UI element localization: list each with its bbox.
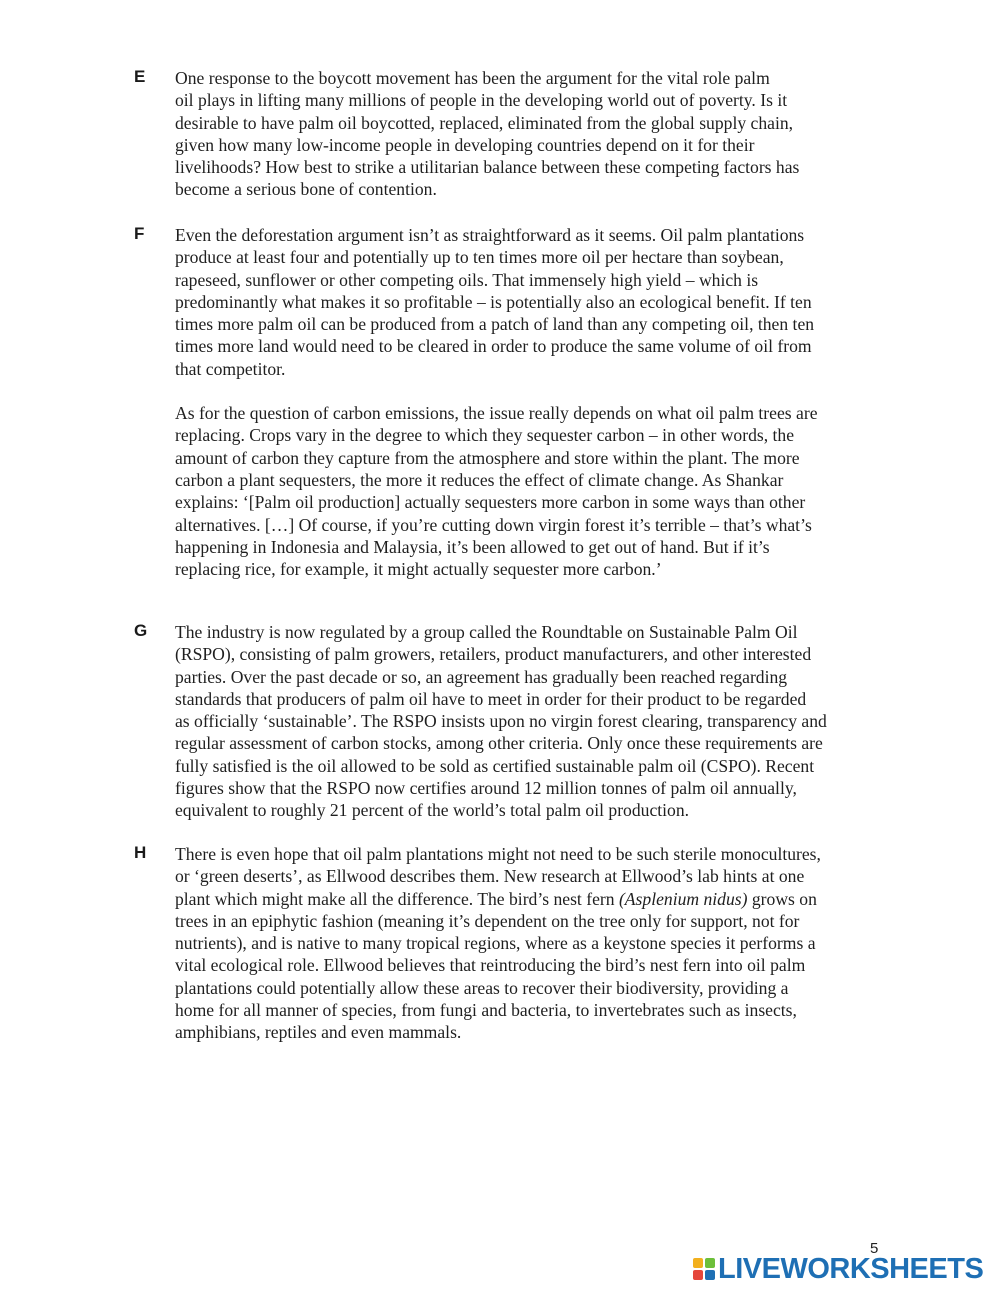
logo-wordmark: LIVEWORKSHEETS: [718, 1253, 984, 1285]
paragraph: [175, 402, 874, 580]
text-line: trees in an epiphytic fashion (meaning it’s dependent on the tree only for support, not for: [175, 910, 800, 931]
text-line: There is even hope that oil palm plantations might not need to be such sterile monocultures,: [175, 844, 821, 864]
section-letter: F: [134, 224, 145, 243]
text-line: desirable to have palm oil boycotted, replaced, eliminated from the global supply chain,: [175, 112, 794, 133]
text-line: regular assessment of carbon stocks, among other criteria. Only once these requirements are: [175, 733, 823, 754]
section-body: [175, 621, 874, 822]
text-line: produce at least four and potentially up to ten times more oil per hectare than soybean,: [175, 247, 784, 268]
text-line: oil plays in lifting many millions of people in the developing world out of poverty. Is it: [175, 90, 788, 111]
text-line: times more palm oil can be produced from a patch of land than any competing oil, then ten: [175, 314, 815, 335]
text-line: happening in Indonesia and Malaysia, it’s been allowed to get out of hand. But if it’s: [175, 536, 770, 557]
text-line: plantations could potentially allow these areas to recover their biodiversity, providing a: [175, 977, 789, 998]
section-letter: E: [134, 67, 146, 86]
section-h: [134, 843, 874, 1044]
text-line: livelihoods? How best to strike a utilitarian balance between these competing factors has: [175, 157, 800, 178]
text-line: home for all manner of species, from fungi and bacteria, to invertebrates such as insects,: [175, 1000, 797, 1021]
logo-square: [693, 1270, 703, 1280]
text-line: As for the question of carbon emissions, the issue really depends on what oil palm trees are: [175, 403, 818, 424]
text-line: given how many low-income people in developing countries depend on it for their: [175, 134, 755, 155]
text-line: vital ecological role. Ellwood believes that reintroducing the bird’s nest fern into oil palm: [175, 955, 806, 976]
text-line: alternatives. […] Of course, if you’re cutting down virgin forest it’s terrible – that’s what’s: [175, 514, 812, 535]
text-line: replacing rice, for example, it might actually sequester more carbon.’: [175, 559, 662, 580]
section-body: [175, 67, 874, 201]
text-line: figures show that the RSPO now certifies around 12 million tonnes of palm oil annually,: [175, 778, 797, 799]
text-line: amphibians, reptiles and even mammals.: [175, 1022, 462, 1043]
logo-square: [693, 1258, 703, 1268]
text-line: Even the deforestation argument isn’t as straightforward as it seems. Oil palm plantations: [175, 225, 805, 245]
text-line: or ‘green deserts’, as Ellwood describes them. New research at Ellwood’s lab hints at one: [175, 866, 805, 887]
species-name: (Asplenium nidus): [618, 888, 748, 909]
text-line: that competitor.: [175, 358, 286, 379]
text-line: nutrients), and is native to many tropical regions, where as a keystone species it performs a: [175, 933, 816, 954]
text-line: predominantly what makes it so profitable – is potentially also an ecological benefit. If ten: [175, 291, 812, 312]
text-line: parties. Over the past decade or so, an agreement has gradually been reached regarding: [175, 666, 788, 687]
text-line: plant which might make all the difference. The bird’s nest fern (Asplenium nidus) grows on: [175, 888, 817, 909]
section-body: [175, 224, 874, 580]
text-line: equivalent to roughly 21 percent of the world’s total palm oil production.: [175, 800, 690, 821]
text-line: replacing. Crops vary in the degree to which they sequester carbon – in other words, the: [175, 425, 795, 446]
text-line: amount of carbon they capture from the atmosphere and store within the plant. The more: [175, 447, 800, 468]
text-line: One response to the boycott movement has been the argument for the vital role palm: [175, 68, 770, 88]
logo-square: [705, 1270, 715, 1280]
section-g: [134, 621, 874, 822]
text-line: explains: ‘[Palm oil production] actually sequesters more carbon in some ways than other: [175, 492, 806, 513]
text-line: rapeseed, sunflower or other competing oils. That immensely high yield – which is: [175, 269, 759, 290]
paragraph: [175, 621, 874, 822]
text-line: standards that producers of palm oil have to meet in order for their product to be regarded: [175, 688, 807, 709]
section-f: [134, 224, 874, 580]
liveworksheets-logo[interactable]: [693, 1254, 983, 1284]
paragraph: [175, 224, 874, 380]
text-line: (RSPO), consisting of palm growers, retailers, product manufacturers, and other interested: [175, 644, 812, 665]
text-line: fully satisfied is the oil allowed to be sold as certified sustainable palm oil (CSPO). Recent: [175, 755, 815, 776]
section-e: [134, 67, 874, 201]
logo-grid-icon: [693, 1258, 715, 1280]
paragraph: [175, 67, 874, 201]
section-body: [175, 843, 874, 1044]
text-line: become a serious bone of contention.: [175, 179, 437, 200]
logo-square: [705, 1258, 715, 1268]
text-line: The industry is now regulated by a group called the Roundtable on Sustainable Palm Oil: [175, 622, 798, 642]
section-letter: H: [134, 843, 147, 862]
text-line: as officially ‘sustainable’. The RSPO insists upon no virgin forest clearing, transparency and: [175, 711, 827, 732]
page-number: 5: [870, 1240, 879, 1257]
text-line: carbon a plant sequesters, the more it reduces the effect of climate change. As Shankar: [175, 469, 784, 490]
paragraph: [175, 843, 874, 1044]
section-letter: G: [134, 621, 148, 640]
text-line: times more land would need to be cleared in order to produce the same volume of oil from: [175, 336, 812, 357]
